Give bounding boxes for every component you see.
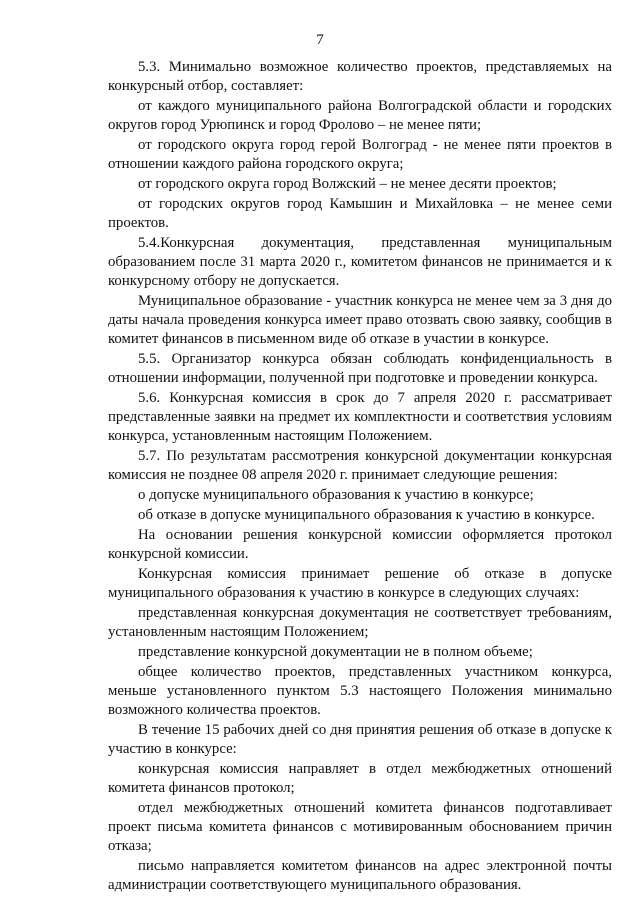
paragraph-protocol: На основании решения конкурсной комиссии оформляется протокол конкурсной комиссии. [108,527,612,562]
paragraph-withdraw-application: Муниципальное образование - участник конкурса не менее чем за 3 дня до даты начала проведения конкурса имеет право отозвать свою заявку, сообщив в комитет финансов в письменном виде об отказе в участии в конкурсе. [108,293,612,347]
paragraph-5-4: 5.4.Конкурсная документация, представленная муниципальным образованием после 31 марта 2020 г., комитетом финансов не принимается и к конкурсному отбору не допускается. [108,235,612,289]
paragraph-5-7: 5.7. По результатам рассмотрения конкурсной документации конкурсная комиссия не позднее 08 апреля 2020 г. принимает следующие решения: [108,448,612,483]
paragraph-decision-admit: о допуске муниципального образования к участию в конкурсе; [138,487,534,503]
document-body [108,58,612,896]
paragraph-letter-sent: письмо направляется комитетом финансов на адрес электронной почты администрации соответствующего муниципального образования. [108,858,612,893]
paragraph-volzhsky: от городского округа город Волжский – не менее десяти проектов; [138,176,557,192]
page-number: 7 [316,32,324,48]
paragraph-kamyshin-mikhailovka: от городских округов город Камышин и Михайловка – не менее семи проектов. [108,196,612,231]
paragraph-commission-sends: конкурсная комиссия направляет в отдел межбюджетных отношений комитета финансов протокол; [108,761,612,796]
paragraph-municipal-districts: от каждого муниципального района Волгоградской области и городских округов город Урюпинск и город Фролово – не менее пяти; [108,98,612,133]
paragraph-refusal-cases: Конкурсная комиссия принимает решение об отказе в допуске муниципального образования к участию в конкурсе в следующих случаях: [108,566,612,601]
paragraph-5-5: 5.5. Организатор конкурса обязан соблюдать конфиденциальность в отношении информации, полученной при подготовке и проведении конкурса. [108,351,612,386]
paragraph-department-prepares: отдел межбюджетных отношений комитета финансов подготавливает проект письма комитета финансов с мотивированным обоснованием причин отказа; [108,800,612,854]
paragraph-5-6: 5.6. Конкурсная комиссия в срок до 7 апреля 2020 г. рассматривает представленные заявки на предмет их комплектности и соответствия условиям конкурса, установленным настоящим Положением. [108,390,612,444]
paragraph-case-incomplete: представление конкурсной документации не в полном объеме; [138,644,533,660]
paragraph-15-days: В течение 15 рабочих дней со дня принятия решения об отказе в допуске к участию в конкурсе: [108,722,612,757]
paragraph-5-3: 5.3. Минимально возможное количество проектов, представляемых на конкурсный отбор, составляет: [108,59,612,94]
paragraph-case-nonconformity: представленная конкурсная документация не соответствует требованиям, установленным настоящим Положением; [108,605,612,640]
paragraph-volgograd: от городского округа город герой Волгоград - не менее пяти проектов в отношении каждого района городского округа; [108,137,612,172]
paragraph-case-project-count: общее количество проектов, представленных участником конкурса, меньше установленного пунктом 5.3 настоящего Положения минимально возможного количества проектов. [108,664,612,718]
paragraph-decision-refuse: об отказе в допуске муниципального образования к участию в конкурсе. [138,507,595,523]
